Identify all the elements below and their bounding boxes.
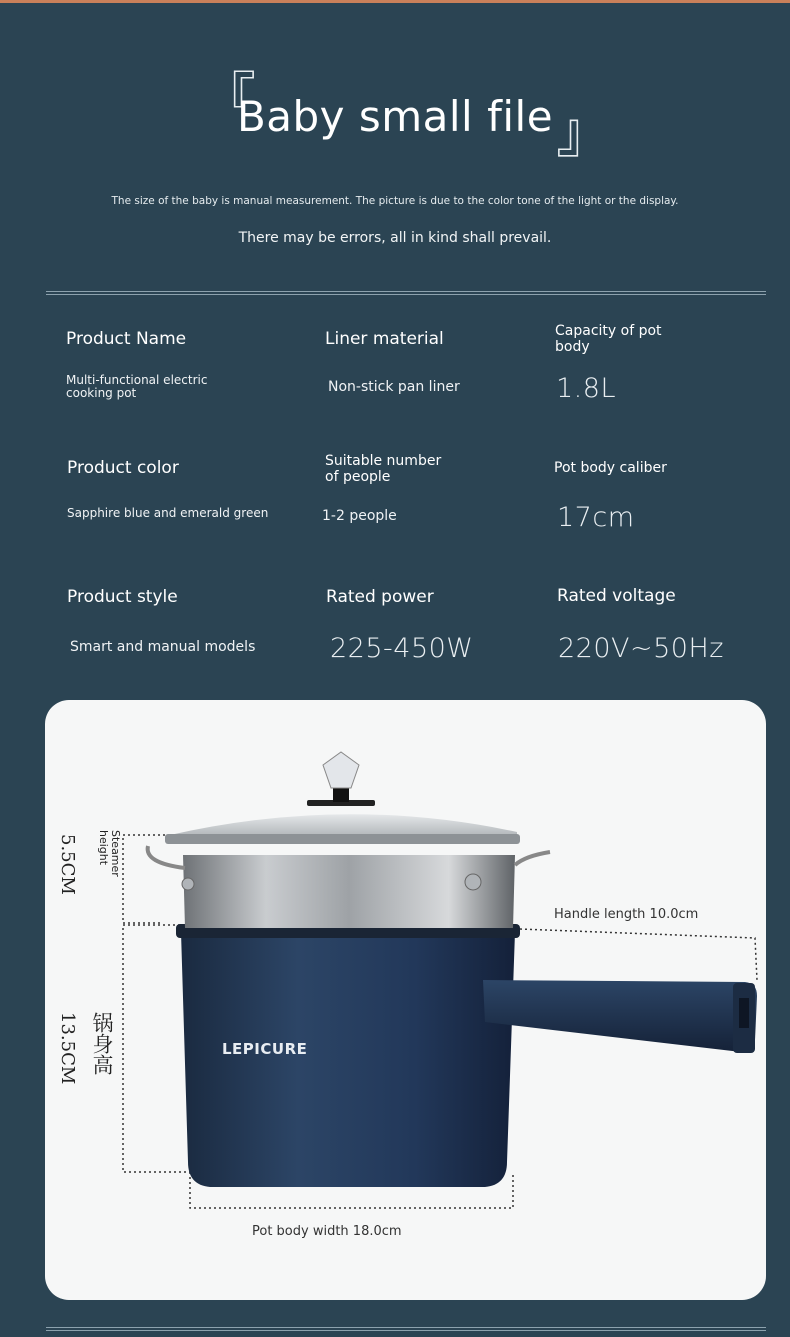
- body-height-cn-label: 锅身高: [90, 1012, 114, 1075]
- page-title: Baby small file: [236, 92, 554, 141]
- steamer-height-label: Steamer height: [97, 830, 123, 877]
- steamer-height-value: 5.5CM: [57, 834, 78, 895]
- spec-label-product-name: Product Name: [66, 329, 187, 349]
- spec-value-capacity: 1.8L: [556, 373, 616, 404]
- close-corner-bracket: 』: [556, 101, 612, 166]
- spec-label-product-style: Product style: [67, 587, 178, 607]
- spec-label-suitable-people: Suitable number of people: [325, 453, 442, 486]
- spec-value-product-name: Multi-functional electric cooking pot: [66, 373, 208, 401]
- body-width-label: Pot body width 18.0cm: [252, 1224, 402, 1239]
- body-height-value: 13.5CM: [57, 1012, 78, 1085]
- product-dimension-card: [45, 700, 766, 1300]
- open-corner-bracket: 『: [200, 67, 256, 132]
- spec-label-rated-voltage: Rated voltage: [557, 586, 676, 606]
- pot-illustration: [45, 700, 766, 1300]
- spec-label-caliber: Pot body caliber: [554, 460, 667, 476]
- spec-label-liner-material: Liner material: [325, 329, 444, 349]
- spec-value-liner-material: Non-stick pan liner: [328, 379, 460, 395]
- spec-value-suitable-people: 1-2 people: [322, 508, 397, 524]
- spec-value-rated-voltage: 220V~50Hz: [558, 633, 724, 664]
- errors-note: There may be errors, all in kind shall prevail.: [238, 230, 552, 246]
- spec-value-product-color: Sapphire blue and emerald green: [67, 506, 269, 520]
- spec-value-caliber: 17cm: [557, 502, 635, 533]
- brand-logo: LEPICURE: [222, 1040, 308, 1058]
- measurement-note: The size of the baby is manual measurement. The picture is due to the color tone of the light or the display.: [111, 195, 679, 207]
- spec-label-rated-power: Rated power: [326, 587, 434, 607]
- spec-value-rated-power: 225-450W: [330, 633, 474, 664]
- handle-length-label: Handle length 10.0cm: [554, 907, 699, 922]
- divider-top: [46, 291, 766, 295]
- divider-bottom: [46, 1327, 766, 1331]
- top-accent-line: [0, 0, 790, 3]
- spec-value-product-style: Smart and manual models: [70, 639, 256, 655]
- spec-label-product-color: Product color: [67, 458, 179, 478]
- spec-label-capacity: Capacity of pot body: [555, 323, 662, 356]
